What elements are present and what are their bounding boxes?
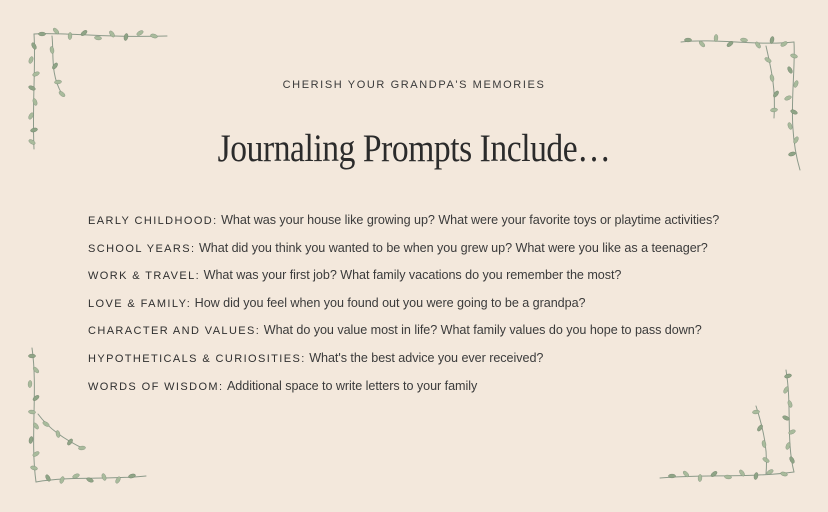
leaf-icon [59, 476, 65, 484]
leaf-icon [668, 474, 675, 478]
leaf-icon [28, 436, 33, 444]
leaf-icon [55, 430, 60, 438]
leaf-icon [790, 109, 798, 115]
prompt-love-family [88, 293, 808, 321]
leaf-icon [28, 380, 32, 387]
prompt-early-childhood [88, 210, 808, 238]
leaf-icon [754, 41, 761, 49]
prompt-text: What's the best advice you ever received? [309, 350, 544, 365]
leaf-icon [764, 56, 772, 63]
leaf-icon [136, 30, 144, 37]
prompt-text: How did you feel when you found out you were going to be a grandpa? [194, 295, 586, 310]
leaf-icon [32, 394, 40, 401]
leaf-icon [115, 476, 122, 484]
leaf-icon [68, 32, 72, 39]
prompt-text: What did you think you wanted to be when you grew up? What were you like as a teenager? [198, 240, 708, 255]
leaf-icon [28, 410, 36, 415]
leaf-icon [28, 354, 35, 358]
eyebrow-text: CHERISH YOUR GRANDPA'S MEMORIES [282, 79, 546, 91]
leaf-icon [788, 151, 796, 157]
prompt-character-values [88, 320, 808, 348]
prompt-work-travel [88, 265, 808, 293]
prompt-label: WORDS OF WISDOM: [88, 380, 224, 393]
leaf-icon [28, 138, 36, 145]
leaf-icon [753, 472, 758, 480]
leaf-icon [684, 38, 691, 42]
leaf-icon [780, 41, 788, 48]
leaf-icon [30, 127, 38, 133]
leaf-icon [150, 33, 158, 39]
leaf-icon [31, 42, 38, 50]
leaf-icon [101, 473, 107, 481]
prompt-list [88, 210, 808, 403]
leaf-icon [128, 473, 136, 479]
prompt-school-years [88, 238, 808, 266]
prompt-label: SCHOOL YEARS: [88, 242, 196, 255]
leaf-icon [784, 95, 792, 101]
leaf-icon [38, 32, 45, 36]
leaf-icon [789, 456, 796, 464]
prompt-label: LOVE & FAMILY: [88, 297, 192, 310]
prompt-text: What do you value most in life? What family values do you hope to pass down? [263, 323, 702, 338]
leaf-icon [123, 33, 128, 41]
leaf-icon [30, 465, 38, 471]
leaf-icon [49, 46, 54, 54]
prompt-text: What was your first job? What family vacations do you remember the most? [203, 268, 622, 283]
leaf-icon [66, 438, 73, 446]
leaf-icon [698, 474, 702, 481]
prompt-hypotheticals [88, 348, 808, 376]
page-title: Journaling Prompts Include… [217, 127, 611, 170]
leaf-icon [32, 71, 40, 77]
prompt-label: EARLY CHILDHOOD: [88, 215, 218, 227]
leaf-icon [787, 122, 793, 130]
leaf-icon [714, 34, 718, 41]
leaf-icon [58, 90, 66, 98]
prompt-label: CHARACTER AND VALUES: [88, 325, 261, 338]
prompt-label: WORK & TRAVEL: [88, 270, 201, 283]
leaf-icon [780, 471, 788, 477]
leaf-icon [770, 108, 778, 113]
leaf-icon [28, 56, 34, 64]
leaf-icon [787, 66, 794, 74]
leaf-icon [51, 62, 58, 70]
leaf-icon [761, 440, 766, 448]
prompt-words-of-wisdom [88, 376, 808, 404]
leaf-icon [108, 30, 115, 38]
leaf-icon [94, 36, 102, 41]
leaf-icon [710, 470, 718, 477]
leaf-icon [790, 53, 798, 59]
leaf-icon [80, 29, 88, 36]
prompt-label: HYPOTHETICALS & CURIOSITIES: [88, 352, 306, 365]
leaf-icon [32, 451, 40, 458]
prompt-text: What was your house like growing up? What were your favorite toys or playtime activities? [221, 213, 720, 227]
leaf-icon [32, 98, 38, 106]
prompt-text: Additional space to write letters to your family [226, 378, 478, 393]
leaf-icon [740, 38, 748, 43]
